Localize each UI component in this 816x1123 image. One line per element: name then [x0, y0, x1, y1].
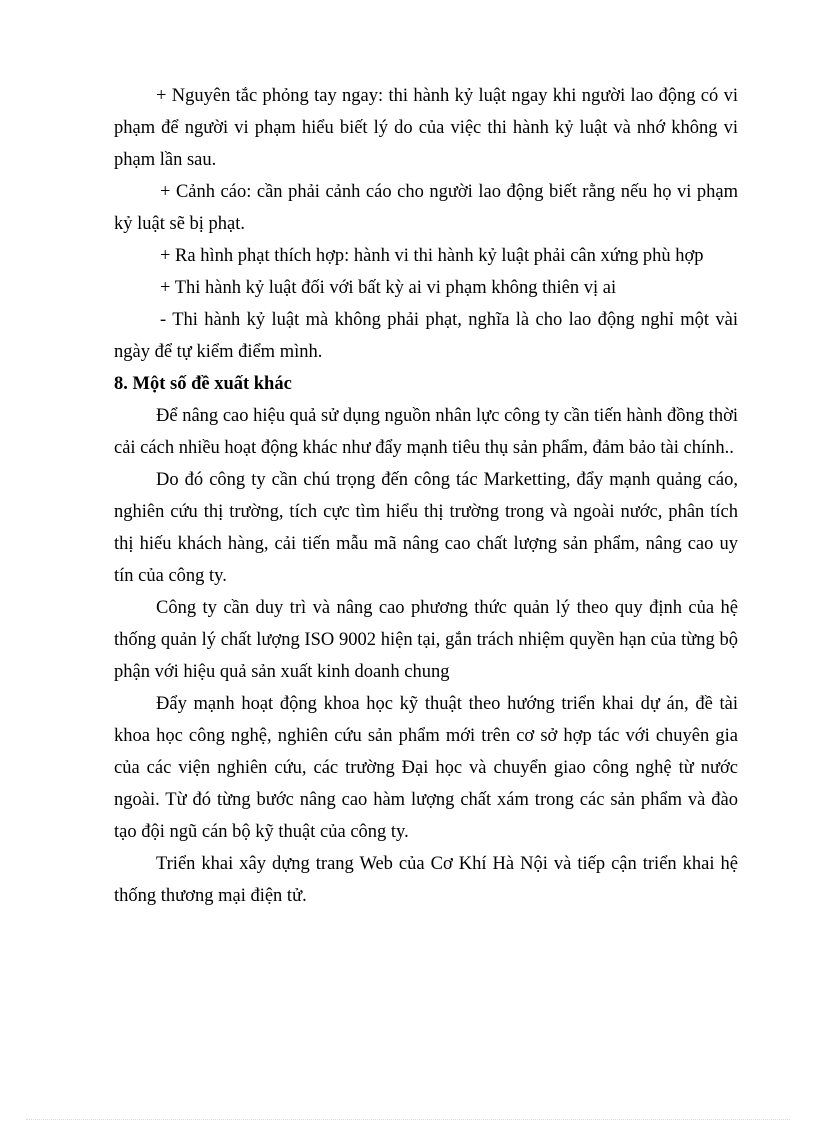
paragraph-principle-immediate: + Nguyên tắc phỏng tay ngay: thi hành kỷ luật ngay khi người lao động có vi phạm để người vi phạm hiểu biết lý do của việc thi hành kỷ luật và nhớ không vi phạm lần sau. [114, 86, 738, 170]
page-bottom-divider [26, 1119, 790, 1120]
section-heading: 8. Một số đề xuất khác [114, 374, 292, 394]
paragraph-warning: + Cảnh cáo: cần phải cảnh cáo cho người lao động biết rằng nếu họ vi phạm kỷ luật sẽ bị phạt. [114, 182, 738, 234]
paragraph-science-technology: Đẩy mạnh hoạt động khoa học kỹ thuật theo hướng triển khai dự án, đề tài khoa học công nghệ, nghiên cứu sản phẩm mới trên cơ sở hợp tác với chuyên gia của các viện nghiên cứu, các trường Đại học và chuyển giao công nghệ từ nước ngoài. Từ đó từng bước nâng cao hàm lượng chất xám trong các sản phẩm và đào tạo đội ngũ cán bộ kỹ thuật của công ty. [114, 694, 738, 842]
paragraph-improve-efficiency: Để nâng cao hiệu quả sử dụng nguồn nhân lực công ty cần tiến hành đồng thời cải cách nhiều hoạt động khác như đẩy mạnh tiêu thụ sản phẩm, đảm bảo tài chính.. [114, 406, 738, 458]
paragraph-marketing: Do đó công ty cần chú trọng đến công tác Marketting, đẩy mạnh quảng cáo, nghiên cứu thị trường, tích cực tìm hiểu thị trường trong và ngoài nước, phân tích thị hiếu khách hàng, cải tiến mẫu mã nâng cao chất lượng sản phẩm, nâng cao uy tín của công ty. [114, 470, 738, 586]
paragraph-discipline-without-penalty: - Thi hành kỷ luật mà không phải phạt, nghĩa là cho lao động nghỉ một vài ngày để tự kiểm điểm mình. [114, 310, 738, 362]
paragraph-appropriate-penalty: + Ra hình phạt thích hợp: hành vi thi hành kỷ luật phải cân xứng phù hợp [160, 246, 704, 266]
paragraph-web-ecommerce: Triển khai xây dựng trang Web của Cơ Khí Hà Nội và tiếp cận triển khai hệ thống thương mại điện tử. [114, 854, 738, 906]
document-page [114, 80, 738, 912]
paragraph-no-bias: + Thi hành kỷ luật đối với bất kỳ ai vi phạm không thiên vị ai [160, 278, 617, 298]
paragraph-iso-management: Công ty cần duy trì và nâng cao phương thức quản lý theo quy định của hệ thống quản lý chất lượng ISO 9002 hiện tại, gắn trách nhiệm quyền hạn của từng bộ phận với hiệu quả sản xuất kinh doanh chung [114, 598, 738, 682]
